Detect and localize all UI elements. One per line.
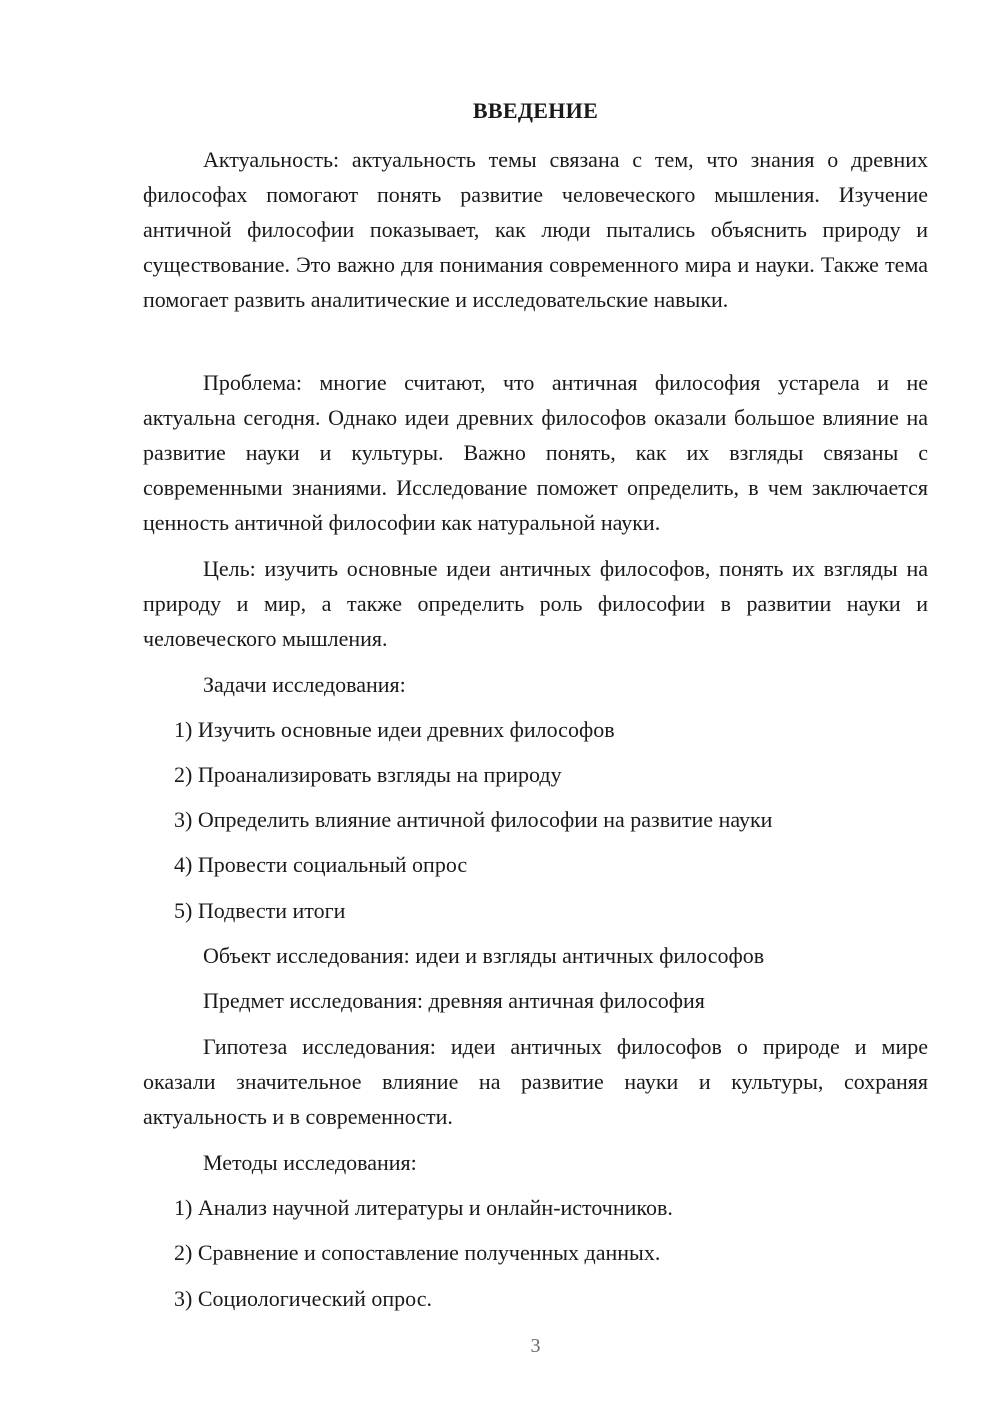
method-item: 3) Социологический опрос. [174, 1286, 432, 1311]
section-title: ВВЕДЕНИЕ [472, 98, 599, 123]
research-subject: Предмет исследования: древняя античная философия [203, 988, 705, 1013]
relevance-paragraph: Актуальность: актуальность темы связана с тем, что знания о древних философах помогают понять развитие человеческого мышления. Изучение античной философии показывает, как люди пытались объяснить природу и существование. Это важно для понимания современного мира и науки. Также тема помогает развить аналитические и исследовательские навыки. [143, 147, 928, 312]
tasks-heading: Задачи исследования: [203, 672, 406, 697]
research-object: Объект исследования: идеи и взгляды античных философов [203, 943, 765, 968]
hypothesis-paragraph: Гипотеза исследования: идеи античных философов о природе и мире оказали значительное влияние на развитие науки и культуры, сохраняя актуальность и в современности. [143, 1034, 928, 1129]
task-item: 3) Определить влияние античной философии на развитие науки [174, 807, 773, 832]
method-item: 1) Анализ научной литературы и онлайн-источников. [174, 1195, 673, 1220]
task-item: 4) Провести социальный опрос [174, 852, 468, 877]
task-item: 2) Проанализировать взгляды на природу [174, 762, 562, 787]
method-item: 2) Сравнение и сопоставление полученных данных. [174, 1240, 661, 1265]
page-number: 3 [530, 1335, 541, 1357]
problem-paragraph: Проблема: многие считают, что античная философия устарела и не актуальна сегодня. Однако идеи древних философов оказали большое влияние на развитие науки и культуры. Важно понять, как их взгляды связаны с современными знаниями. Исследование поможет определить, в чем заключается ценность античной философии как натуральной науки. [143, 370, 928, 535]
methods-heading: Методы исследования: [203, 1150, 417, 1175]
task-item: 1) Изучить основные идеи древних философов [174, 717, 615, 742]
document-page [143, 0, 928, 1414]
goal-paragraph: Цель: изучить основные идеи античных философов, понять их взгляды на природу и мир, а также определить роль философии в развитии науки и человеческого мышления. [143, 556, 928, 651]
task-item: 5) Подвести итоги [174, 898, 346, 923]
